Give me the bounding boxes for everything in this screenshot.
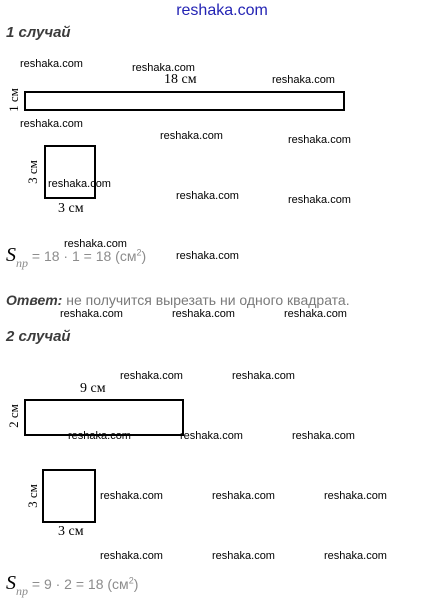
- formula-subscript: пр: [16, 584, 28, 598]
- watermark: reshaka.com: [272, 74, 335, 86]
- watermark: reshaka.com: [120, 370, 183, 382]
- answer-text: не получится вырезать ни одного квадрата.: [62, 292, 350, 308]
- watermark: reshaka.com: [100, 550, 163, 562]
- watermark: reshaka.com: [324, 550, 387, 562]
- rectangle-18x1: [24, 91, 345, 111]
- watermark: reshaka.com: [68, 430, 131, 442]
- formula-symbol: S: [6, 572, 16, 594]
- watermark: reshaka.com: [160, 130, 223, 142]
- rect-length-label: 9 см: [80, 381, 106, 396]
- watermark: reshaka.com: [232, 370, 295, 382]
- case-1-title: 1 случай: [6, 24, 71, 41]
- watermark: reshaka.com: [20, 118, 83, 130]
- watermark: reshaka.com: [60, 308, 123, 320]
- square-side-left-label: 3 см: [25, 160, 40, 184]
- formula-superscript: 2: [128, 575, 134, 586]
- square-3x3: [44, 145, 96, 199]
- watermark: reshaka.com: [100, 490, 163, 502]
- area-formula-2: [6, 572, 139, 598]
- watermark: reshaka.com: [212, 550, 275, 562]
- formula-expression: = 18 · 1 = 18 (см: [28, 248, 137, 264]
- case-2-title: 2 случай: [6, 328, 71, 345]
- rectangle-9x2: [24, 399, 184, 436]
- watermark: reshaka.com: [176, 190, 239, 202]
- formula-superscript: 2: [136, 247, 142, 258]
- watermark: reshaka.com: [288, 134, 351, 146]
- answer-line: [6, 292, 350, 308]
- rect-length-label: 18 см: [164, 72, 197, 87]
- rect-width-label: 2 см: [6, 404, 21, 428]
- watermark: reshaka.com: [64, 238, 127, 250]
- watermark: reshaka.com: [288, 194, 351, 206]
- rect-width-label: 1 см: [6, 88, 21, 112]
- watermark: reshaka.com: [284, 308, 347, 320]
- answer-label: Ответ:: [6, 292, 63, 308]
- watermark: reshaka.com: [292, 430, 355, 442]
- watermark: reshaka.com: [172, 308, 235, 320]
- formula-end: ): [133, 576, 139, 592]
- formula-end: ): [141, 248, 147, 264]
- watermark: reshaka.com: [324, 490, 387, 502]
- watermark: reshaka.com: [48, 178, 111, 190]
- watermark: reshaka.com: [180, 430, 243, 442]
- square-3x3: [42, 469, 96, 523]
- square-side-left-label: 3 см: [25, 484, 40, 508]
- formula-subscript: пр: [16, 256, 28, 270]
- square-side-bottom-label: 3 см: [58, 201, 84, 216]
- watermark: reshaka.com: [212, 490, 275, 502]
- site-header[interactable]: reshaka.com: [176, 2, 268, 19]
- watermark: reshaka.com: [176, 250, 239, 262]
- watermark: reshaka.com: [20, 58, 83, 70]
- watermark: reshaka.com: [132, 62, 195, 74]
- formula-symbol: S: [6, 244, 16, 266]
- area-formula-1: [6, 244, 147, 270]
- formula-expression: = 9 · 2 = 18 (см: [28, 576, 129, 592]
- square-side-bottom-label: 3 см: [58, 524, 84, 539]
